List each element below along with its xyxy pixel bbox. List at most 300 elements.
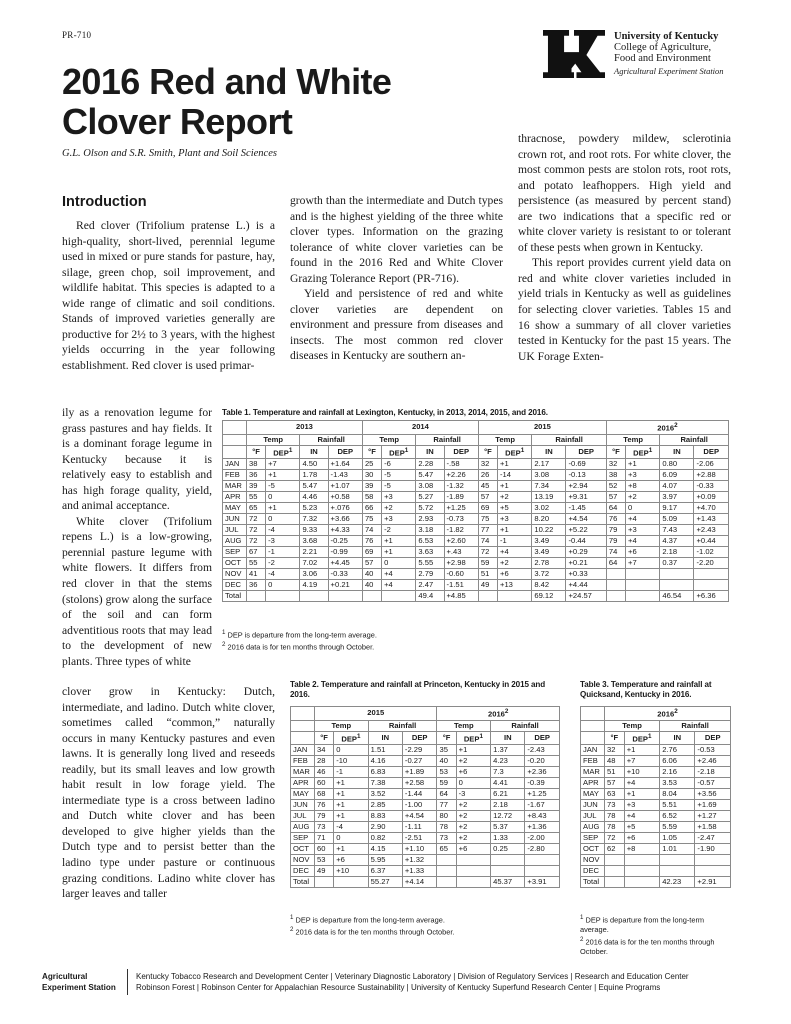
value-cell: -14 (498, 470, 532, 481)
total-cell (266, 591, 300, 602)
value-cell: 57 (362, 558, 381, 569)
temp-group-header: Temp (606, 434, 659, 445)
value-cell: 7.43 (660, 525, 694, 536)
table-3-quicksand (580, 706, 731, 888)
value-cell: 80 (437, 811, 456, 822)
value-cell: 49 (315, 866, 334, 877)
total-cell (300, 591, 328, 602)
value-cell: 2.90 (368, 822, 402, 833)
value-cell: 4.41 (491, 778, 525, 789)
table-row (581, 745, 731, 756)
value-cell (525, 866, 560, 877)
value-cell (491, 855, 525, 866)
month-cell: OCT (291, 844, 315, 855)
value-cell: 55 (247, 492, 266, 503)
month-cell: SEP (223, 547, 247, 558)
total-cell: +4.85 (444, 591, 478, 602)
value-cell: 1.51 (368, 745, 402, 756)
value-cell: 62 (605, 844, 625, 855)
month-cell: NOV (291, 855, 315, 866)
value-cell: 8.04 (660, 789, 695, 800)
footnote-text: DEP is departure from the long-term average. (580, 915, 705, 935)
value-cell: 71 (315, 833, 334, 844)
value-cell: 25 (362, 459, 381, 470)
section-heading-introduction: Introduction (62, 194, 147, 210)
value-cell (624, 866, 659, 877)
value-cell: +2 (498, 492, 532, 503)
value-cell: 1.01 (660, 844, 695, 855)
value-cell (660, 855, 695, 866)
value-cell: 2.21 (300, 547, 328, 558)
value-cell: 51 (478, 569, 497, 580)
value-cell: 55 (247, 558, 266, 569)
value-cell: 76 (362, 536, 381, 547)
value-cell: 0.25 (491, 844, 525, 855)
value-cell: -0.39 (525, 778, 560, 789)
value-cell: 64 (606, 503, 625, 514)
value-cell: +0.33 (566, 569, 606, 580)
value-cell: 12.72 (491, 811, 525, 822)
value-cell: +4 (382, 580, 416, 591)
value-cell: 78 (437, 822, 456, 833)
table-row (223, 536, 729, 547)
value-cell: 3.49 (532, 547, 566, 558)
value-cell: -3 (266, 536, 300, 547)
footer-station-line: Experiment Station (42, 983, 116, 992)
value-cell: +2.36 (525, 767, 560, 778)
month-cell: DEC (223, 580, 247, 591)
value-cell: +10 (334, 866, 368, 877)
value-cell: -5 (382, 470, 416, 481)
value-cell: 5.47 (300, 481, 328, 492)
value-cell: 4.19 (300, 580, 328, 591)
value-cell: -0.99 (328, 547, 362, 558)
value-cell: -0.27 (402, 756, 437, 767)
month-cell: JAN (223, 459, 247, 470)
total-cell: +24.57 (566, 591, 606, 602)
value-cell (606, 569, 625, 580)
column-subheader: °F (605, 731, 625, 745)
column-subheader: DEP$^1$ (626, 445, 660, 459)
value-cell: +6 (334, 855, 368, 866)
value-cell: +4 (624, 778, 659, 789)
footer-station-label (42, 971, 124, 993)
college-line-1: College of Agriculture, (614, 42, 712, 53)
footer-divider (127, 969, 128, 995)
value-cell: +7 (626, 558, 660, 569)
value-cell: -0.53 (695, 745, 731, 756)
footnote-marker: 1 (356, 732, 361, 740)
value-cell: +4.54 (566, 514, 606, 525)
table-row (581, 822, 731, 833)
table-corner (291, 707, 315, 721)
value-cell: +.076 (328, 503, 362, 514)
value-cell: 2.16 (660, 767, 695, 778)
value-cell: +1 (498, 459, 532, 470)
value-cell: -2.47 (695, 833, 731, 844)
value-cell (660, 569, 694, 580)
month-cell: APR (223, 492, 247, 503)
table-row (223, 459, 729, 470)
value-cell: -1.45 (566, 503, 606, 514)
footnote-marker: 1 (288, 446, 293, 454)
value-cell: 76 (315, 800, 334, 811)
month-cell: SEP (581, 833, 605, 844)
value-cell: 65 (437, 844, 456, 855)
value-cell: 9.33 (300, 525, 328, 536)
footer-units-line: Robinson Forest | Robinson Center for Appalachian Resource Sustainability | University of Kentucky Superfund Research Center | Equine Programs (136, 983, 661, 992)
column-subheader: °F (478, 445, 497, 459)
value-cell: 5.47 (416, 470, 444, 481)
value-cell: +1 (498, 481, 532, 492)
table-1-title: Table 1. Temperature and rainfall at Lexington, Kentucky, in 2013, 2014, 2015, and 2016. (222, 408, 548, 417)
column-subheader: DEP$^1$ (498, 445, 532, 459)
month-cell: MAY (581, 789, 605, 800)
value-cell: -2 (266, 558, 300, 569)
year-header: 2013 (247, 421, 363, 435)
paragraph: clover grow in Kentucky: Dutch, intermediate, and ladino. Dutch white clover, sometimes called “common,” naturally occurs in many Kentucky pastures and even lawns. It is generally long lived and reseeds readily, but its small leaves and low growth habit result in low forage yield. The intermediate type is a cross between ladino and Dutch white clover and has been developed to give higher yields than the Dutch type and to persist better than the ladino type under pasture or continuous grazing conditions. Ladino white clover has larger leaves and taller (62, 685, 275, 901)
value-cell: +6 (624, 833, 659, 844)
rainfall-group-header: Rainfall (532, 434, 607, 445)
year-label: 2016 (657, 709, 675, 719)
value-cell: -5 (266, 481, 300, 492)
value-cell: +1.25 (444, 503, 478, 514)
value-cell: 63 (605, 789, 625, 800)
value-cell: 5.27 (416, 492, 444, 503)
temp-group-header: Temp (437, 720, 491, 731)
total-cell (498, 591, 532, 602)
value-cell: 72 (605, 833, 625, 844)
value-cell: -2.51 (402, 833, 437, 844)
university-name: University of Kentucky (614, 31, 719, 42)
value-cell: -1 (266, 547, 300, 558)
table-row (223, 547, 729, 558)
column-subheader: DEP$^1$ (624, 731, 659, 745)
value-cell (694, 580, 729, 591)
college-line-2: Food and Environment (614, 53, 711, 64)
column-subheader: IN (532, 445, 566, 459)
month-cell: FEB (223, 470, 247, 481)
value-cell: +1 (266, 470, 300, 481)
value-cell: +2 (456, 833, 490, 844)
value-cell: 26 (478, 470, 497, 481)
table-2-title: Table 2. Temperature and rainfall at Princeton, Kentucky in 2015 and 2016. (290, 680, 546, 699)
value-cell: +2 (456, 811, 490, 822)
value-cell: -1 (334, 767, 368, 778)
value-cell: 0 (334, 745, 368, 756)
value-cell: 0.82 (368, 833, 402, 844)
value-cell: 5.09 (660, 514, 694, 525)
value-cell: +3.66 (328, 514, 362, 525)
value-cell: -10 (334, 756, 368, 767)
month-cell: JAN (291, 745, 315, 756)
value-cell: 64 (437, 789, 456, 800)
value-cell: 5.55 (416, 558, 444, 569)
value-cell: 59 (437, 778, 456, 789)
value-cell: 2.28 (416, 459, 444, 470)
value-cell: 2.93 (416, 514, 444, 525)
month-cell: OCT (223, 558, 247, 569)
footnote-marker: 1 (648, 732, 652, 740)
rainfall-group-header: Rainfall (660, 720, 731, 731)
paragraph: Yield and persistence of red and white clover varieties are dependent on environment and pressure from diseases and insects. The most common red clover diseases in Kentucky are southern an- (290, 287, 503, 363)
value-cell: 0 (266, 514, 300, 525)
value-cell: 40 (362, 580, 381, 591)
value-cell: 2.17 (532, 459, 566, 470)
value-cell (626, 569, 660, 580)
value-cell: 6.09 (660, 470, 694, 481)
value-cell: +2.60 (444, 536, 478, 547)
value-cell: 0.37 (660, 558, 694, 569)
value-cell: -0.69 (566, 459, 606, 470)
value-cell (660, 580, 694, 591)
value-cell: 28 (315, 756, 334, 767)
value-cell: 48 (605, 756, 625, 767)
value-cell: +0.58 (328, 492, 362, 503)
value-cell: +2.58 (402, 778, 437, 789)
value-cell: 3.08 (416, 481, 444, 492)
footnote-1: $^1$ DEP is departure from the long-term average. (580, 914, 705, 935)
value-cell: 77 (478, 525, 497, 536)
value-cell: 4.37 (660, 536, 694, 547)
value-cell: 39 (247, 481, 266, 492)
value-cell: -0.73 (444, 514, 478, 525)
value-cell (624, 855, 659, 866)
total-cell (437, 877, 456, 888)
value-cell: 60 (315, 844, 334, 855)
table-total-row (581, 877, 731, 888)
value-cell: -4 (266, 525, 300, 536)
value-cell: 2.18 (491, 800, 525, 811)
table-row (291, 800, 560, 811)
month-cell: OCT (581, 844, 605, 855)
value-cell: +3 (626, 525, 660, 536)
value-cell: 0 (626, 503, 660, 514)
total-cell: 69.12 (532, 591, 566, 602)
value-cell: 3.08 (532, 470, 566, 481)
total-cell: +6.36 (694, 591, 729, 602)
body-column-3 (518, 131, 731, 364)
uk-logo-icon (543, 30, 605, 78)
value-cell (605, 855, 625, 866)
total-cell: +2.91 (695, 877, 731, 888)
value-cell (437, 855, 456, 866)
station-name: Agricultural Experiment Station (614, 66, 724, 76)
value-cell: 72 (247, 514, 266, 525)
year-header: 2015 (315, 707, 437, 721)
value-cell: 57 (478, 492, 497, 503)
temp-group-header: Temp (315, 720, 369, 731)
column-subheader: DEP (328, 445, 362, 459)
page-title: 2016 Red and White Clover Report (62, 61, 392, 142)
value-cell: 45 (478, 481, 497, 492)
table-row (581, 811, 731, 822)
value-cell: +1.36 (525, 822, 560, 833)
table-1-notes (222, 628, 377, 652)
authors: G.L. Olson and S.R. Smith, Plant and Soil Sciences (62, 148, 277, 159)
value-cell: -0.25 (328, 536, 362, 547)
value-cell: 3.06 (300, 569, 328, 580)
month-cell: MAY (291, 789, 315, 800)
table-row (291, 778, 560, 789)
column-subheader: IN (416, 445, 444, 459)
value-cell: 0 (266, 492, 300, 503)
value-cell: -1 (498, 536, 532, 547)
month-cell: NOV (223, 569, 247, 580)
value-cell: 3.97 (660, 492, 694, 503)
total-cell (362, 591, 381, 602)
value-cell: +2.26 (444, 470, 478, 481)
table-row (581, 789, 731, 800)
rainfall-group-header: Rainfall (300, 434, 363, 445)
column-subheader: IN (368, 731, 402, 745)
value-cell: -2.80 (525, 844, 560, 855)
value-cell: 74 (478, 536, 497, 547)
value-cell: -3 (456, 789, 490, 800)
value-cell: +6 (498, 569, 532, 580)
value-cell: 6.37 (368, 866, 402, 877)
rainfall-group-header: Rainfall (660, 434, 729, 445)
footnote-text: DEP is departure from the long-term average. (295, 915, 445, 925)
value-cell: 8.42 (532, 580, 566, 591)
column-subheader: DEP (694, 445, 729, 459)
value-cell: -2.18 (695, 767, 731, 778)
value-cell: 69 (478, 503, 497, 514)
value-cell: +4.54 (402, 811, 437, 822)
value-cell: +1.58 (695, 822, 731, 833)
value-cell: 0.80 (660, 459, 694, 470)
table-row (291, 756, 560, 767)
value-cell: -5 (382, 481, 416, 492)
footnote-2: $^2$ 2016 data is for ten months through October. (222, 641, 375, 652)
table-row (223, 558, 729, 569)
footnote-1: $^1$ DEP is departure from the long-term average. (290, 914, 445, 925)
value-cell: +2.43 (694, 525, 729, 536)
column-subheader: °F (315, 731, 334, 745)
value-cell: +1 (498, 525, 532, 536)
year-header: 2016$^2$ (437, 707, 560, 721)
footnote-marker: 1 (404, 446, 409, 454)
value-cell: 7.3 (491, 767, 525, 778)
value-cell: +2 (626, 492, 660, 503)
month-cell: JUN (291, 800, 315, 811)
value-cell: +1 (456, 745, 490, 756)
value-cell: 2.78 (532, 558, 566, 569)
value-cell: +3 (624, 800, 659, 811)
value-cell: +1.32 (402, 855, 437, 866)
table-row (581, 844, 731, 855)
value-cell: 34 (315, 745, 334, 756)
value-cell: +1 (624, 745, 659, 756)
value-cell: +2 (456, 800, 490, 811)
value-cell: 6.06 (660, 756, 695, 767)
value-cell: -2.29 (402, 745, 437, 756)
footnote-marker: 1 (648, 446, 653, 454)
total-cell (334, 877, 368, 888)
table-row (291, 866, 560, 877)
table-corner (581, 731, 605, 745)
value-cell: 79 (606, 525, 625, 536)
value-cell: 6.21 (491, 789, 525, 800)
value-cell: 32 (605, 745, 625, 756)
value-cell: +3 (498, 514, 532, 525)
value-cell: 5.37 (491, 822, 525, 833)
value-cell: 30 (362, 470, 381, 481)
total-cell (605, 877, 625, 888)
value-cell: 8.83 (368, 811, 402, 822)
column-subheader: IN (660, 445, 694, 459)
table-row (581, 855, 731, 866)
value-cell: 6.53 (416, 536, 444, 547)
value-cell: +3.56 (695, 789, 731, 800)
value-cell: +4 (626, 514, 660, 525)
value-cell: -1.44 (402, 789, 437, 800)
value-cell: 78 (605, 822, 625, 833)
value-cell: -1.11 (402, 822, 437, 833)
value-cell: -0.44 (566, 536, 606, 547)
value-cell: +2 (456, 756, 490, 767)
column-subheader: °F (437, 731, 456, 745)
value-cell: 3.53 (660, 778, 695, 789)
value-cell: 2.47 (416, 580, 444, 591)
value-cell: +1 (334, 844, 368, 855)
value-cell: +8 (626, 481, 660, 492)
value-cell (437, 866, 456, 877)
column-subheader: °F (606, 445, 625, 459)
year-label: 2016 (488, 709, 505, 719)
value-cell: 51 (605, 767, 625, 778)
table-row (581, 767, 731, 778)
value-cell: 73 (437, 833, 456, 844)
table-row (291, 855, 560, 866)
footer-units-line: Kentucky Tobacco Research and Development Center | Veterinary Diagnostic Laboratory | Division of Regulatory Services | Research and Education Center (136, 972, 689, 981)
value-cell: +0.21 (566, 558, 606, 569)
footnote-text: 2016 data is for ten months through October. (227, 642, 375, 652)
value-cell: 57 (606, 492, 625, 503)
value-cell: +.43 (444, 547, 478, 558)
footer-units (136, 971, 766, 993)
value-cell: 75 (478, 514, 497, 525)
value-cell: 3.18 (416, 525, 444, 536)
value-cell (695, 855, 731, 866)
value-cell: 32 (606, 459, 625, 470)
value-cell (660, 866, 695, 877)
value-cell: +0.29 (566, 547, 606, 558)
value-cell: 5.51 (660, 800, 695, 811)
month-cell: AUG (291, 822, 315, 833)
paragraph: ily as a renovation legume for grass pastures and hay fields. It is a dominant forage legume in Kentucky because it is relatively easy to establish and has high forage quality, yield, and animal acceptance. (62, 406, 212, 513)
table-1-lexington (222, 420, 729, 602)
value-cell: -2 (382, 525, 416, 536)
value-cell: +1.64 (328, 459, 362, 470)
value-cell: +6 (456, 767, 490, 778)
total-cell (478, 591, 497, 602)
footer-station-line: Agricultural (42, 972, 88, 981)
total-label: Total (581, 877, 605, 888)
value-cell: 40 (437, 756, 456, 767)
total-cell: 42.23 (660, 877, 695, 888)
paragraph: growth than the intermediate and Dutch types and is the highest yielding of the three white clover types. Information on the grazing tolerance of white clover varieties can be found in the 2016 Red and White Clover Grazing Tolerance Report (PR-716). (290, 194, 503, 285)
month-cell: FEB (581, 756, 605, 767)
value-cell: 13.19 (532, 492, 566, 503)
column-subheader: °F (247, 445, 266, 459)
month-cell: JUN (223, 514, 247, 525)
value-cell: +1.43 (694, 514, 729, 525)
value-cell: 4.50 (300, 459, 328, 470)
value-cell: 60 (315, 778, 334, 789)
value-cell: 74 (362, 525, 381, 536)
value-cell: 2.76 (660, 745, 695, 756)
